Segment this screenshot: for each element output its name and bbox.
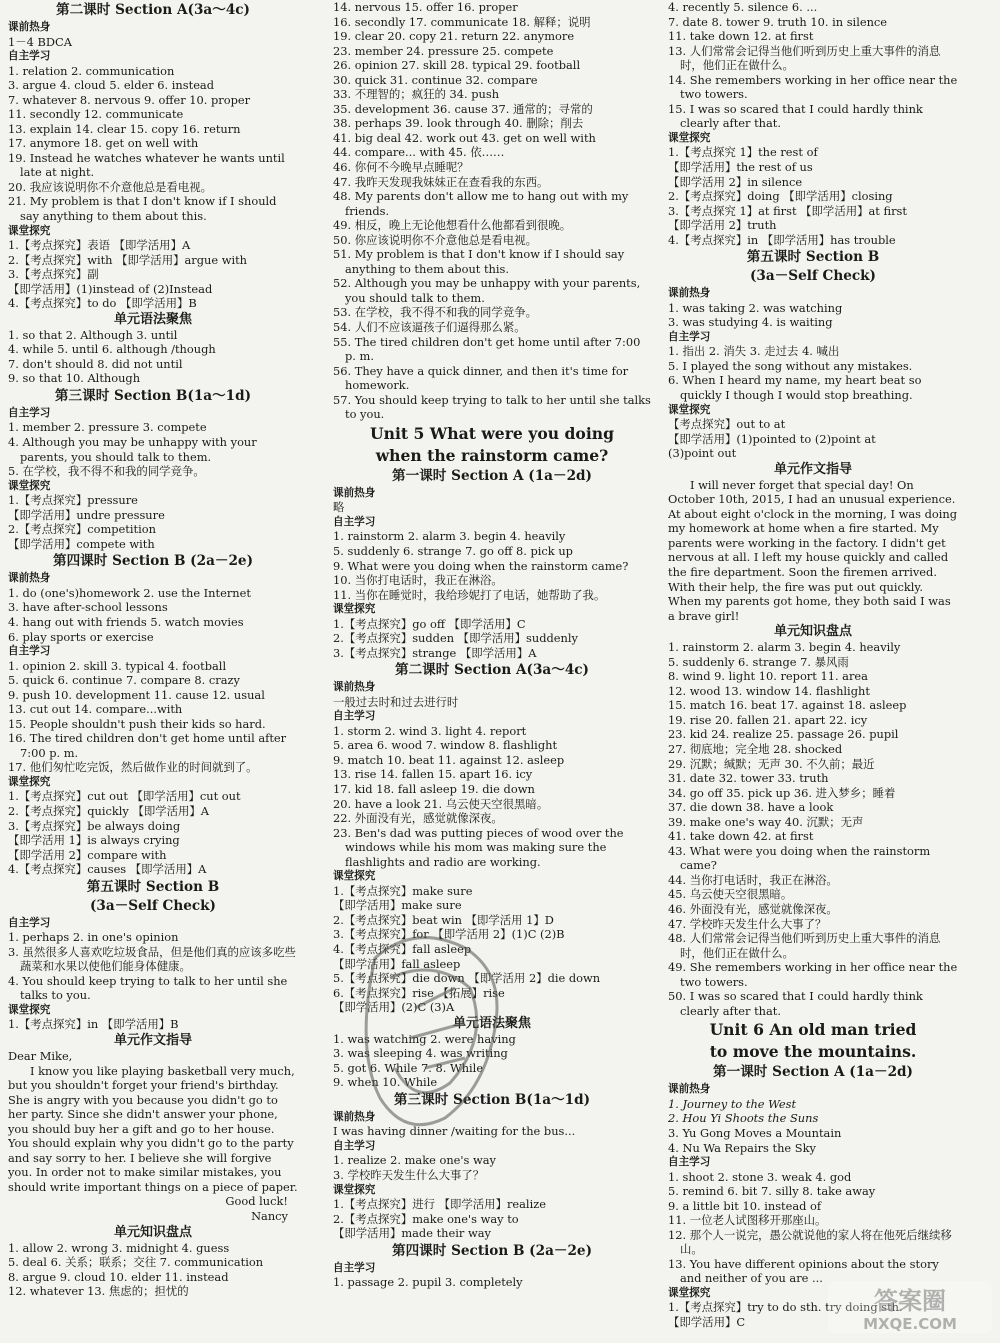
answer-column-left [8, 0, 298, 1343]
part-label: 自主学习 [333, 710, 376, 723]
answer-line: 1.【考点探究 1】the rest of [668, 145, 818, 160]
answer-line: 16. secondly 17. communicate 18. 解释；说明 [333, 14, 591, 29]
answer-line: 50. 你应该说明你不介意他总是看电视。 [333, 232, 537, 247]
answer-line: 48. 人们常常会记得当他们听到历史上重大事件的消息时，他们正在做什么。 [668, 931, 941, 960]
answer-line: 8. argue 9. cloud 10. elder 11. instead [8, 1269, 229, 1284]
answer-line: 3. 学校昨天发生什么大事了？ [333, 1168, 485, 1182]
answer-line: 2.【考点探究】competition [8, 522, 156, 537]
part-label: 自主学习 [668, 330, 711, 343]
answer-line: 23. member 24. pressure 25. compete [333, 43, 554, 58]
answer-line: 7. date 8. tower 9. truth 10. in silence [668, 14, 888, 29]
answer-line: 【即学活用】fall asleep [333, 956, 461, 971]
part-label: 课堂探究 [668, 1286, 711, 1299]
answer-line: 44. 当你打电话时，我正在淋浴。 [668, 872, 838, 887]
answer-line: 【考点探究】out to at [668, 417, 786, 432]
part-label: 自主学习 [333, 1139, 376, 1152]
answer-line: 【即学活用 2】in silence [668, 174, 803, 189]
answer-line: 1. was taking 2. was watching [668, 300, 843, 315]
answer-line: 17. kid 18. fall asleep 19. die down [333, 782, 535, 797]
part-label: 课堂探究 [8, 224, 51, 237]
answer-line: 1.【考点探究】make sure [333, 883, 473, 898]
svg-text:MXQE.COM: MXQE.COM [863, 1315, 957, 1333]
answer-line: 57. You should keep trying to talk to her until she talks to you. [333, 392, 651, 422]
answer-line: 4. hang out with friends 5. watch movies [8, 614, 244, 629]
answer-line: 1. storm 2. wind 3. light 4. report [333, 723, 527, 738]
answer-line: 1. perhaps 2. in one's opinion [8, 930, 179, 945]
answer-line: 4. Nu Wa Repairs the Sky [668, 1140, 816, 1155]
answer-line: 2.【考点探究】sudden 【即学活用】suddenly [333, 631, 578, 646]
answer-line: 55. The tired children don't get home until after 7:00 p. m. [333, 334, 641, 364]
answer-line: 30. quick 31. continue 32. compare [333, 72, 538, 87]
answer-line: 27. 彻底地；完全地 28. shocked [668, 741, 843, 756]
answer-line: 【即学活用 1】is always crying [8, 833, 180, 848]
answer-line: 5. got 6. While 7. 8. While [333, 1060, 484, 1075]
essay-paragraph: I will never forget that special day! On October 10th, 2015, I had an unusual experience. At about eight o'clock in the morning, I was doing my homework at home when a fire started. My parents were working in the factory. I didn't get nervous at all. I left my house quickly and called the fire department. Soon the firemen arrived. With their help, the fire was put out quickly. When my parents got home, they both said I was a brave girl! [668, 477, 958, 623]
answer-line: 38. perhaps 39. look through 40. 删除；削去 [333, 116, 584, 131]
answer-line: 49. 相反，晚上无论他想看什么他都看到很晚。 [333, 218, 572, 233]
answer-line: 53. 在学校，我不得不和我的同学竞争。 [333, 305, 537, 320]
answer-line: 16. The tired children don't get home until after 7:00 p. m. [8, 731, 287, 760]
answer-line: 1. do (one's)homework 2. use the Internet [8, 585, 251, 600]
answer-line: 【即学活用 2】truth [668, 218, 777, 233]
answer-line: 3. argue 4. cloud 5. elder 6. instead [8, 78, 215, 93]
part-label: 课前热身 [333, 681, 376, 694]
answer-line: 1. passage 2. pupil 3. completely [333, 1275, 523, 1290]
part-label: 课前热身 [668, 1083, 711, 1096]
section-heading: 第一课时 Section A (1a－2d) [713, 1064, 913, 1081]
answer-line: 11. 当你在睡觉时，我给珍妮打了电话，她帮助了我。 [333, 587, 606, 602]
answer-line: 5. deal 6. 关系；联系；交往 7. communication [8, 1255, 264, 1270]
answer-line: 22. 外面没有光，感觉就像深夜。 [333, 811, 503, 826]
answer-line: 1. 指出 2. 消失 3. 走过去 4. 喊出 [668, 344, 840, 359]
answer-line: 5. 在学校，我不得不和我的同学竞争。 [8, 464, 205, 479]
part-label: 自主学习 [8, 645, 51, 658]
signature-line: Nancy [251, 1209, 288, 1223]
essay-paragraph: I know you like playing basketball very much, but you shouldn't forget your friend's birthday. She is angry with you because you didn't go to her party. Since she didn't answer your phone, you should buy her a gift and go to her house. You should explain why you didn't go to the party and say sorry to her. I believe she will forgive you. In order not to make similar mistakes, you should write important things on a piece of paper. [8, 1063, 298, 1194]
answer-line: 13. 人们常常会记得当他们听到历史上重大事件的消息时，他们正在做什么。 [668, 43, 941, 73]
unit-title: Unit 5 What were you doing [370, 423, 614, 443]
answer-line: 21. My problem is that I don't know if I should say anything to them about this. [8, 194, 277, 224]
answer-line: 33. 不理智的；疯狂的 34. push [333, 87, 500, 102]
answer-line: 【即学活用】C [668, 1314, 746, 1329]
answer-line: 13. explain 14. clear 15. copy 16. return [8, 121, 241, 136]
answer-line: 50. I was so scared that I could hardly think clearly after that. [668, 989, 923, 1018]
answer-line: 13. cut out 14. compare...with [8, 702, 183, 717]
answer-line: 9. match 10. beat 11. against 12. asleep [333, 752, 565, 767]
answer-line: 52. Although you may be unhappy with your parents, you should talk to them. [333, 276, 641, 305]
answer-line: 4. recently 5. silence 6. ... [668, 0, 818, 14]
answer-line: 4.【考点探究】fall asleep [333, 941, 472, 956]
answer-line: 1.【考点探究】表语 【即学活用】A [8, 238, 191, 253]
answer-line: 【即学活用】(1)pointed to (2)point at [668, 431, 876, 446]
part-label: 课堂探究 [333, 1183, 376, 1196]
answer-line: 15. match 16. beat 17. against 18. asleep [668, 698, 907, 713]
section-heading: (3a－Self Check) [750, 268, 876, 285]
section-heading: 第二课时 Section A(3a～4c) [395, 662, 589, 679]
answer-line: 1. was watching 2. were having [333, 1031, 516, 1046]
section-heading: 第四课时 Section B (2a－2e) [391, 1242, 593, 1259]
answer-line: 11. secondly 12. communicate [8, 107, 184, 122]
part-label: 自主学习 [8, 406, 51, 419]
answer-line: 9. so that 10. Although [8, 371, 141, 386]
answer-line: 1－4 BDCA [8, 34, 72, 49]
answer-line: 39. make one's way 40. 沉默；无声 [668, 814, 864, 829]
answer-line: 11. 一位老人试图移开那座山。 [668, 1213, 827, 1228]
answer-line: 29. 沉默；缄默；无声 30. 不久前；最近 [668, 756, 875, 771]
answer-line: 2.【考点探究】make one's way to [333, 1211, 519, 1226]
section-heading: 第四课时 Section B (2a－2e) [52, 553, 254, 570]
answer-line: 35. development 36. cause 37. 通常的；寻常的 [333, 101, 593, 116]
answer-line: 1. Journey to the West [668, 1096, 797, 1111]
answer-line: 12. 那个人一说完，愚公就说他的家人将在他死后继续移山。 [668, 1227, 952, 1257]
answer-line: 3. have after-school lessons [8, 600, 168, 615]
unit-title: to move the mountains. [709, 1042, 917, 1062]
subsection-heading: 单元知识盘点 [113, 1224, 192, 1240]
part-label: 课堂探究 [8, 775, 51, 788]
answer-line: 4. Although you may be unhappy with your parents, you should talk to them. [8, 435, 257, 464]
answer-line: 【即学活用】the rest of us [668, 159, 813, 174]
part-label: 课前热身 [668, 287, 711, 300]
answer-line: 20. 我应该说明你不介意他总是看电视。 [8, 179, 212, 194]
answer-line: 48. My parents don't allow me to hang out with my friends. [333, 189, 629, 218]
answer-line: 6.【考点探究】rise 【拓展】rise [333, 985, 505, 1000]
answer-line: 1. shoot 2. stone 3. weak 4. god [668, 1169, 852, 1184]
answer-line: 【即学活用 2】compare with [8, 847, 167, 862]
section-heading: 第五课时 Section B [86, 878, 220, 895]
answer-line: 1. rainstorm 2. alarm 3. begin 4. heavily [333, 529, 566, 544]
answer-line: 5. suddenly 6. strange 7. go off 8. pick up [333, 543, 573, 558]
answer-line: 7. don't should 8. did not until [8, 356, 183, 371]
answer-line: 6. play sports or exercise [8, 629, 154, 644]
part-label: 课前热身 [8, 21, 51, 33]
answer-line: 2.【考点探究】beat win 【即学活用 1】D [333, 912, 554, 927]
subsection-heading: 单元语法聚焦 [113, 311, 192, 327]
answer-line: 1. rainstorm 2. alarm 3. begin 4. heavily [668, 640, 901, 655]
answer-line: 略 [333, 500, 345, 515]
svg-text:答案圈: 答案圈 [874, 1287, 946, 1315]
answer-line: 2.【考点探究】quickly 【即学活用】A [8, 803, 210, 818]
answer-line: 3. was studying 4. is waiting [668, 315, 833, 330]
answer-line: 23. kid 24. realize 25. passage 26. pupil [668, 727, 899, 742]
section-heading: (3a－Self Check) [90, 897, 216, 914]
part-label: 自主学习 [8, 50, 51, 63]
answer-line: 17. anymore 18. get on well with [8, 136, 199, 151]
answer-line: 4. while 5. until 6. although /though [8, 342, 216, 357]
answer-line: 【即学活用】make sure [333, 898, 462, 913]
subsection-heading: 单元知识盘点 [773, 624, 852, 640]
answer-line: 1.【考点探究】cut out 【即学活用】cut out [8, 789, 241, 804]
answer-line: Dear Mike, [8, 1048, 73, 1063]
answer-line: 8. wind 9. light 10. report 11. area [668, 669, 868, 684]
answer-line: 14. She remembers working in her office near the two towers. [668, 72, 958, 102]
answer-line: 3.【考点探究】be always doing [8, 818, 181, 833]
answer-line: 23. Ben's dad was putting pieces of wood over the windows while his mom was making sure the flashlights and radio are working. [333, 825, 624, 869]
part-label: 课堂探究 [8, 479, 51, 492]
answer-line: 1. so that 2. Although 3. until [8, 327, 178, 342]
answer-line: 46. 外面没有光，感觉就像深夜。 [668, 901, 838, 916]
answer-line: 31. date 32. tower 33. truth [668, 771, 829, 786]
answer-line: 47. 学校昨天发生什么大事了？ [668, 916, 827, 931]
part-label: 课前热身 [8, 572, 51, 585]
answer-line: 19. Instead he watches whatever he wants until late at night. [8, 150, 285, 180]
answer-line: 5. remind 6. bit 7. silly 8. take away [668, 1184, 876, 1199]
answer-line: 一般过去时和过去进行时 [333, 694, 459, 709]
answer-line: 4.【考点探究】to do 【即学活用】B [8, 296, 197, 311]
answer-line: 19. clear 20. copy 21. return 22. anymore [333, 29, 575, 44]
answer-line: 14. nervous 15. offer 16. proper [333, 0, 518, 14]
subsection-heading: 单元作文指导 [773, 461, 852, 477]
answer-line: 15. People shouldn't push their kids so hard. [8, 716, 266, 731]
section-heading: 第三课时 Section B(1a～1d) [54, 387, 252, 404]
answer-line: 【即学活用】(1)instead of (2)Instead [8, 281, 213, 296]
answer-line: 2. Hou Yi Shoots the Suns [668, 1111, 819, 1126]
answer-line: 1. allow 2. wrong 3. midnight 4. guess [8, 1240, 230, 1255]
unit-title: Unit 6 An old man tried [709, 1020, 917, 1040]
answer-line: 1.【考点探究】pressure [8, 493, 138, 508]
part-label: 自主学习 [333, 1261, 376, 1274]
answer-line: (3)point out [668, 446, 737, 461]
answer-line: 9. a little bit 10. instead of [668, 1198, 822, 1213]
answer-line: 5. I played the song without any mistakes. [668, 358, 913, 373]
answer-line: 3.【考点探究】for 【即学活用 2】(1)C (2)B [333, 927, 565, 942]
answer-line: 9. What were you doing when the rainstorm came? [333, 558, 629, 573]
section-heading: 第一课时 Section A (1a－2d) [392, 467, 592, 484]
answer-line: 4. You should keep trying to talk to her until she talks to you. [8, 973, 288, 1003]
answer-line: 20. have a look 21. 乌云使天空很黑暗。 [333, 796, 549, 811]
part-label: 课堂探究 [668, 403, 711, 416]
part-label: 自主学习 [668, 1156, 711, 1169]
answer-line: 4.【考点探究】causes 【即学活用】A [8, 862, 207, 877]
answer-line: 45. 乌云使天空很黑暗。 [668, 887, 793, 902]
part-label: 自主学习 [8, 916, 51, 929]
answer-column-right [668, 0, 958, 1343]
answer-line: 7. whatever 8. nervous 9. offer 10. proper [8, 92, 251, 107]
answer-line: 11. take down 12. at first [668, 29, 814, 44]
answer-line: I was having dinner /waiting for the bus... [333, 1124, 576, 1139]
answer-line: 5. quick 6. continue 7. compare 8. crazy [8, 673, 240, 688]
answer-line: 12. whatever 13. 焦虑的；担忧的 [8, 1284, 189, 1299]
answer-line: 5. area 6. wood 7. window 8. flashlight [333, 738, 558, 753]
answer-line: 49. She remembers working in her office near the two towers. [668, 960, 958, 989]
part-label: 课堂探究 [333, 603, 376, 616]
answer-line: 1. relation 2. communication [8, 63, 175, 78]
answer-line: 37. die down 38. have a look [668, 800, 834, 815]
answer-line: 43. What were you doing when the rainstorm came? [668, 843, 931, 873]
answer-line: 5.【考点探究】die down 【即学活用 2】die down [333, 971, 601, 986]
answer-line: 1.【考点探究】go off 【即学活用】C [333, 616, 526, 631]
answer-line: 9. when 10. While [333, 1075, 438, 1090]
answer-line: 【即学活用】(2)C (3)A [333, 1000, 455, 1015]
answer-line: 41. take down 42. at first [668, 829, 814, 844]
answer-line: 19. rise 20. fallen 21. apart 22. icy [668, 712, 868, 727]
answer-line: 46. 你何不今晚早点睡呢？ [333, 160, 469, 175]
section-heading: 第三课时 Section B(1a～1d) [393, 1091, 591, 1108]
answer-line: 1.【考点探究】进行 【即学活用】realize [333, 1197, 546, 1212]
section-heading: 第二课时 Section A(3a～4c) [56, 2, 250, 18]
answer-line: 51. My problem is that I don't know if I should say anything to them about this. [333, 247, 625, 276]
answer-line: 【即学活用】made their way [333, 1226, 491, 1241]
part-label: 课前热身 [333, 1110, 376, 1123]
subsection-heading: 单元作文指导 [113, 1032, 192, 1048]
answer-line: 26. opinion 27. skill 28. typical 29. football [333, 58, 581, 73]
part-label: 课堂探究 [8, 1003, 51, 1016]
answer-line: 13. rise 14. fallen 15. apart 16. icy [333, 767, 533, 782]
answer-line: 17. 他们匆忙吃完饭，然后做作业的时间就到了。 [8, 760, 258, 775]
answer-line: 2.【考点探究】with 【即学活用】argue with [8, 252, 248, 267]
section-heading: 第五课时 Section B [746, 249, 880, 266]
part-label: 自主学习 [333, 515, 376, 528]
part-label: 课前热身 [333, 486, 376, 499]
part-label: 课堂探究 [668, 131, 711, 144]
answer-line: 3. Yu Gong Moves a Mountain [668, 1125, 842, 1140]
answer-line: 3.【考点探究 1】at first 【即学活用】at first [668, 203, 907, 218]
signature-line: Good luck! [225, 1194, 288, 1209]
answer-line: 34. go off 35. pick up 36. 进入梦乡；睡着 [668, 785, 896, 800]
answer-line: 41. big deal 42. work out 43. get on well with [333, 130, 596, 145]
answer-line: 1.【考点探究】in 【即学活用】B [8, 1017, 179, 1032]
answer-line: 【即学活用】compete with [8, 536, 155, 551]
answer-line: 2.【考点探究】doing 【即学活用】closing [668, 189, 893, 204]
answer-line: 5. suddenly 6. strange 7. 暴风雨 [668, 654, 849, 669]
answer-line: 1.【考点探究】try to do sth. try doing sth. [668, 1300, 903, 1315]
unit-title: when the rainstorm came? [375, 445, 609, 465]
answer-line: 1. member 2. pressure 3. compete [8, 420, 207, 435]
answer-line: 1. opinion 2. skill 3. typical 4. football [8, 658, 227, 673]
answer-line: 4.【考点探究】in 【即学活用】has trouble [668, 232, 896, 247]
answer-line: 3.【考点探究】副 [8, 267, 99, 282]
answer-line: 6. When I heard my name, my heart beat so quickly I though I would stop breathing. [668, 373, 922, 402]
answer-line: 56. They have a quick dinner, and then it's time for homework. [333, 363, 629, 393]
answer-line: 44. compare... with 45. 依…… [333, 145, 505, 160]
answer-line: 9. push 10. development 11. cause 12. usual [8, 687, 265, 702]
answer-line: 3.【考点探究】strange 【即学活用】A [333, 645, 537, 660]
answer-line: 15. I was so scared that I could hardly think clearly after that. [668, 101, 923, 131]
answer-line: 【即学活用】undre pressure [8, 507, 165, 522]
answer-line: 54. 人们不应该逼孩子们逼得那么紧。 [333, 320, 526, 335]
answer-line: 13. You have different opinions about the story and neither of you are ... [668, 1256, 939, 1286]
answer-column-middle [333, 0, 651, 1343]
subsection-heading: 单元语法聚焦 [452, 1015, 531, 1031]
answer-line: 47. 我昨天发现我妹妹正在查看我的东西。 [333, 174, 549, 189]
answer-line: 1. realize 2. make one's way [333, 1153, 496, 1168]
answer-line: 3. was sleeping 4. was writing [333, 1046, 508, 1061]
part-label: 课堂探究 [333, 870, 376, 883]
answer-line: 3. 虽然很多人喜欢吃垃圾食品，但是他们真的应该多吃些蔬菜和水果以使他们能身体健康。 [8, 944, 296, 974]
answer-line: 12. wood 13. window 14. flashlight [668, 683, 870, 698]
answer-line: 10. 当你打电话时，我正在淋浴。 [333, 573, 503, 588]
